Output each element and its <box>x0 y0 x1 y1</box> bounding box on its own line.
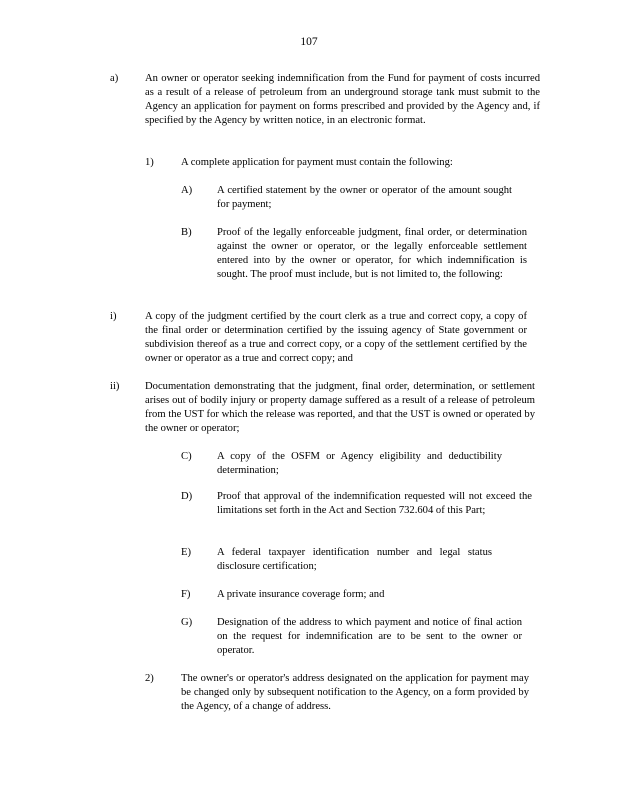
item-label: 2) <box>145 673 154 684</box>
item-label: ii) <box>110 381 120 392</box>
page-number: 107 <box>300 36 318 48</box>
item-label: 1) <box>145 157 154 168</box>
item-text: A private insurance coverage form; and <box>217 589 385 600</box>
item-text: A copy of the judgment certified by the court clerk as a true and correct copy, a copy of the final order or determination certified by the issuing agency of State government or subdivision thereof as a true and correct copy, or a copy of the settlement certified by the owner or operator as a true and correct copy; and <box>145 311 527 364</box>
item-label: A) <box>181 185 193 196</box>
item-label: B) <box>181 227 192 238</box>
item-label: D) <box>181 491 193 502</box>
item-text: Proof that approval of the indemnification requested will not exceed the limitations set forth in the Act and Section 732.604 of this Part; <box>217 491 532 516</box>
item-text: A complete application for payment must contain the following: <box>181 157 453 168</box>
item-text: The owner's or operator's address designated on the application for payment may be changed only by subsequent notification to the Agency, on a form provided by the Agency, of a change of address. <box>181 673 529 712</box>
item-text: Documentation demonstrating that the judgment, final order, determination, or settlement arises out of bodily injury or property damage suffered as a result of a release of petroleum from the UST for which the release was reported, and that the UST is owned or operated by the owner or operator; <box>145 381 535 434</box>
item-text: A copy of the OSFM or Agency eligibility and deductibility determination; <box>217 451 502 476</box>
item-label: G) <box>181 617 193 628</box>
item-label: a) <box>110 73 119 84</box>
item-label: i) <box>110 311 117 322</box>
item-text: A federal taxpayer identification number and legal status disclosure certification; <box>217 547 492 572</box>
item-label: E) <box>181 547 191 558</box>
item-label: C) <box>181 451 192 462</box>
item-text: A certified statement by the owner or operator of the amount sought for payment; <box>217 185 512 210</box>
item-text: Proof of the legally enforceable judgment, final order, or determination against the owner or operator, or the legally enforceable settlement entered into by the owner or operator, for which indemnification is sought. The proof must include, but is not limited to, the following: <box>217 227 527 280</box>
item-text: An owner or operator seeking indemnification from the Fund for payment of costs incurred as a result of a release of petroleum from an underground storage tank must submit to the Agency an application for payment on forms prescribed and provided by the Agency and, if specified by the Agency by written notice, in an electronic format. <box>145 73 540 126</box>
item-text: Designation of the address to which payment and notice of final action on the request for indemnification are to be sent to the owner or operator. <box>217 617 522 656</box>
item-label: F) <box>181 589 191 600</box>
